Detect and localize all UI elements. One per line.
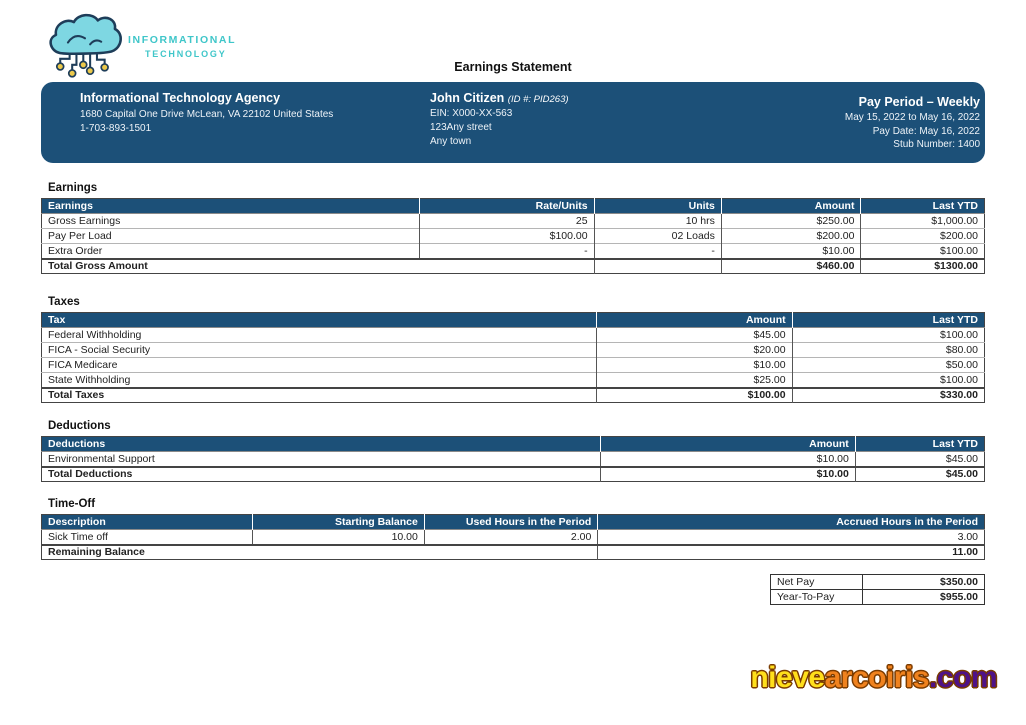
net-pay-label: Net Pay — [771, 575, 863, 590]
employee-name-text: John Citizen — [430, 91, 505, 105]
column-header: Description — [42, 515, 253, 530]
table-row — [42, 244, 985, 259]
column-header: Used Hours in the Period — [424, 515, 598, 530]
employee-name — [430, 91, 569, 105]
statement-header-bar — [41, 82, 985, 163]
table-row — [771, 575, 985, 590]
cell: $100.00 — [861, 244, 985, 259]
company-info-block — [80, 91, 333, 136]
stub-number: Stub Number: 1400 — [893, 139, 980, 150]
cell: 2.00 — [424, 530, 598, 545]
cell: 25 — [420, 214, 594, 229]
column-header: Amount — [601, 437, 856, 452]
total-amount: $460.00 — [721, 259, 861, 274]
cell: $200.00 — [861, 229, 985, 244]
earnings-header-row — [42, 199, 985, 214]
column-header: Starting Balance — [253, 515, 425, 530]
cell: Gross Earnings — [42, 214, 420, 229]
column-header: Rate/Units — [420, 199, 594, 214]
pay-date: Pay Date: May 16, 2022 — [872, 125, 980, 137]
employee-street: 123Any street — [430, 122, 492, 133]
employee-id: (ID #: PID263) — [507, 94, 569, 105]
cell: FICA Medicare — [42, 358, 597, 373]
page-title: Earnings Statement — [454, 60, 572, 74]
deductions-table — [41, 436, 985, 482]
cell: $25.00 — [597, 373, 792, 388]
cell: $200.00 — [721, 229, 861, 244]
table-row — [42, 328, 985, 343]
timeoff-table — [41, 514, 985, 560]
column-header: Amount — [597, 313, 792, 328]
table-row — [42, 373, 985, 388]
cell: 3.00 — [598, 530, 985, 545]
cell: $250.00 — [721, 214, 861, 229]
watermark-part2: arcoiris — [824, 661, 929, 694]
deductions-heading: Deductions — [48, 420, 111, 432]
employee-info-block — [430, 91, 569, 149]
total-ytd: $45.00 — [855, 467, 984, 482]
column-header: Units — [594, 199, 721, 214]
cell: $50.00 — [792, 358, 984, 373]
table-row — [42, 229, 985, 244]
timeoff-section — [41, 498, 985, 560]
column-header: Earnings — [42, 199, 420, 214]
taxes-total-row — [42, 388, 985, 403]
total-amount: $10.00 — [601, 467, 856, 482]
table-row — [42, 452, 985, 467]
deductions-section — [41, 420, 985, 482]
cell: $100.00 — [420, 229, 594, 244]
pay-period-range: May 15, 2022 to May 16, 2022 — [844, 112, 980, 123]
total-label: Total Gross Amount — [42, 259, 595, 274]
watermark-part3: .com — [928, 661, 997, 694]
cell: Environmental Support — [42, 452, 601, 467]
cell: $10.00 — [601, 452, 856, 467]
cell: $20.00 — [597, 343, 792, 358]
timeoff-heading: Time-Off — [48, 498, 96, 510]
cell: $10.00 — [597, 358, 792, 373]
cell: $100.00 — [792, 373, 984, 388]
total-label: Total Deductions — [42, 467, 601, 482]
earnings-heading: Earnings — [48, 182, 98, 194]
cell: 10 hrs — [594, 214, 721, 229]
timeoff-header-row — [42, 515, 985, 530]
total-accrued: 11.00 — [598, 545, 985, 560]
cell: 10.00 — [253, 530, 425, 545]
column-header: Amount — [721, 199, 861, 214]
logo-line2: TECHNOLOGY — [145, 49, 227, 59]
cell: $10.00 — [721, 244, 861, 259]
company-name: Informational Technology Agency — [80, 91, 281, 105]
deductions-total-row — [42, 467, 985, 482]
year-to-pay-label: Year-To-Pay — [771, 590, 863, 605]
cell: $45.00 — [855, 452, 984, 467]
total-ytd: $330.00 — [792, 388, 984, 403]
watermark-part1: nieve — [750, 661, 825, 694]
employee-ein: EIN: X000-XX-563 — [430, 108, 513, 119]
column-header: Last YTD — [792, 313, 984, 328]
earnings-section — [41, 182, 985, 274]
earnings-total-row — [42, 259, 985, 274]
cell: Pay Per Load — [42, 229, 420, 244]
cell: - — [594, 244, 721, 259]
cell: Federal Withholding — [42, 328, 597, 343]
logo-text — [128, 34, 236, 59]
total-amount: $100.00 — [597, 388, 792, 403]
column-header: Last YTD — [855, 437, 984, 452]
taxes-heading: Taxes — [48, 296, 80, 308]
cell — [594, 259, 721, 274]
total-ytd: $1300.00 — [861, 259, 985, 274]
table-row — [771, 590, 985, 605]
cell: 02 Loads — [594, 229, 721, 244]
company-address: 1680 Capital One Drive McLean, VA 22102 United States — [80, 109, 334, 120]
table-row — [42, 214, 985, 229]
column-header: Tax — [42, 313, 597, 328]
cell: $1,000.00 — [861, 214, 985, 229]
column-header: Last YTD — [861, 199, 985, 214]
employee-town: Any town — [430, 136, 472, 147]
cell: - — [420, 244, 594, 259]
table-row — [42, 343, 985, 358]
net-pay-summary-table — [770, 574, 985, 605]
cell: $80.00 — [792, 343, 984, 358]
net-pay-value: $350.00 — [862, 575, 984, 590]
cell: $45.00 — [597, 328, 792, 343]
pay-period-title: Pay Period – Weekly — [858, 95, 980, 109]
total-label: Total Taxes — [42, 388, 597, 403]
pay-period-block — [845, 95, 980, 152]
cell: Sick Time off — [42, 530, 253, 545]
table-row — [42, 530, 985, 545]
company-phone: 1-703-893-1501 — [80, 123, 152, 134]
total-label: Remaining Balance — [42, 545, 598, 560]
taxes-header-row — [42, 313, 985, 328]
cell: Extra Order — [42, 244, 420, 259]
watermark — [750, 661, 997, 695]
column-header: Deductions — [42, 437, 601, 452]
timeoff-total-row — [42, 545, 985, 560]
column-header: Accrued Hours in the Period — [598, 515, 985, 530]
cell: State Withholding — [42, 373, 597, 388]
taxes-section — [41, 296, 985, 403]
taxes-table — [41, 312, 985, 403]
logo-line1: INFORMATIONAL — [128, 34, 237, 46]
deductions-header-row — [42, 437, 985, 452]
earnings-table — [41, 198, 985, 274]
table-row — [42, 358, 985, 373]
year-to-pay-value: $955.00 — [862, 590, 984, 605]
cell: $100.00 — [792, 328, 984, 343]
cell: FICA - Social Security — [42, 343, 597, 358]
